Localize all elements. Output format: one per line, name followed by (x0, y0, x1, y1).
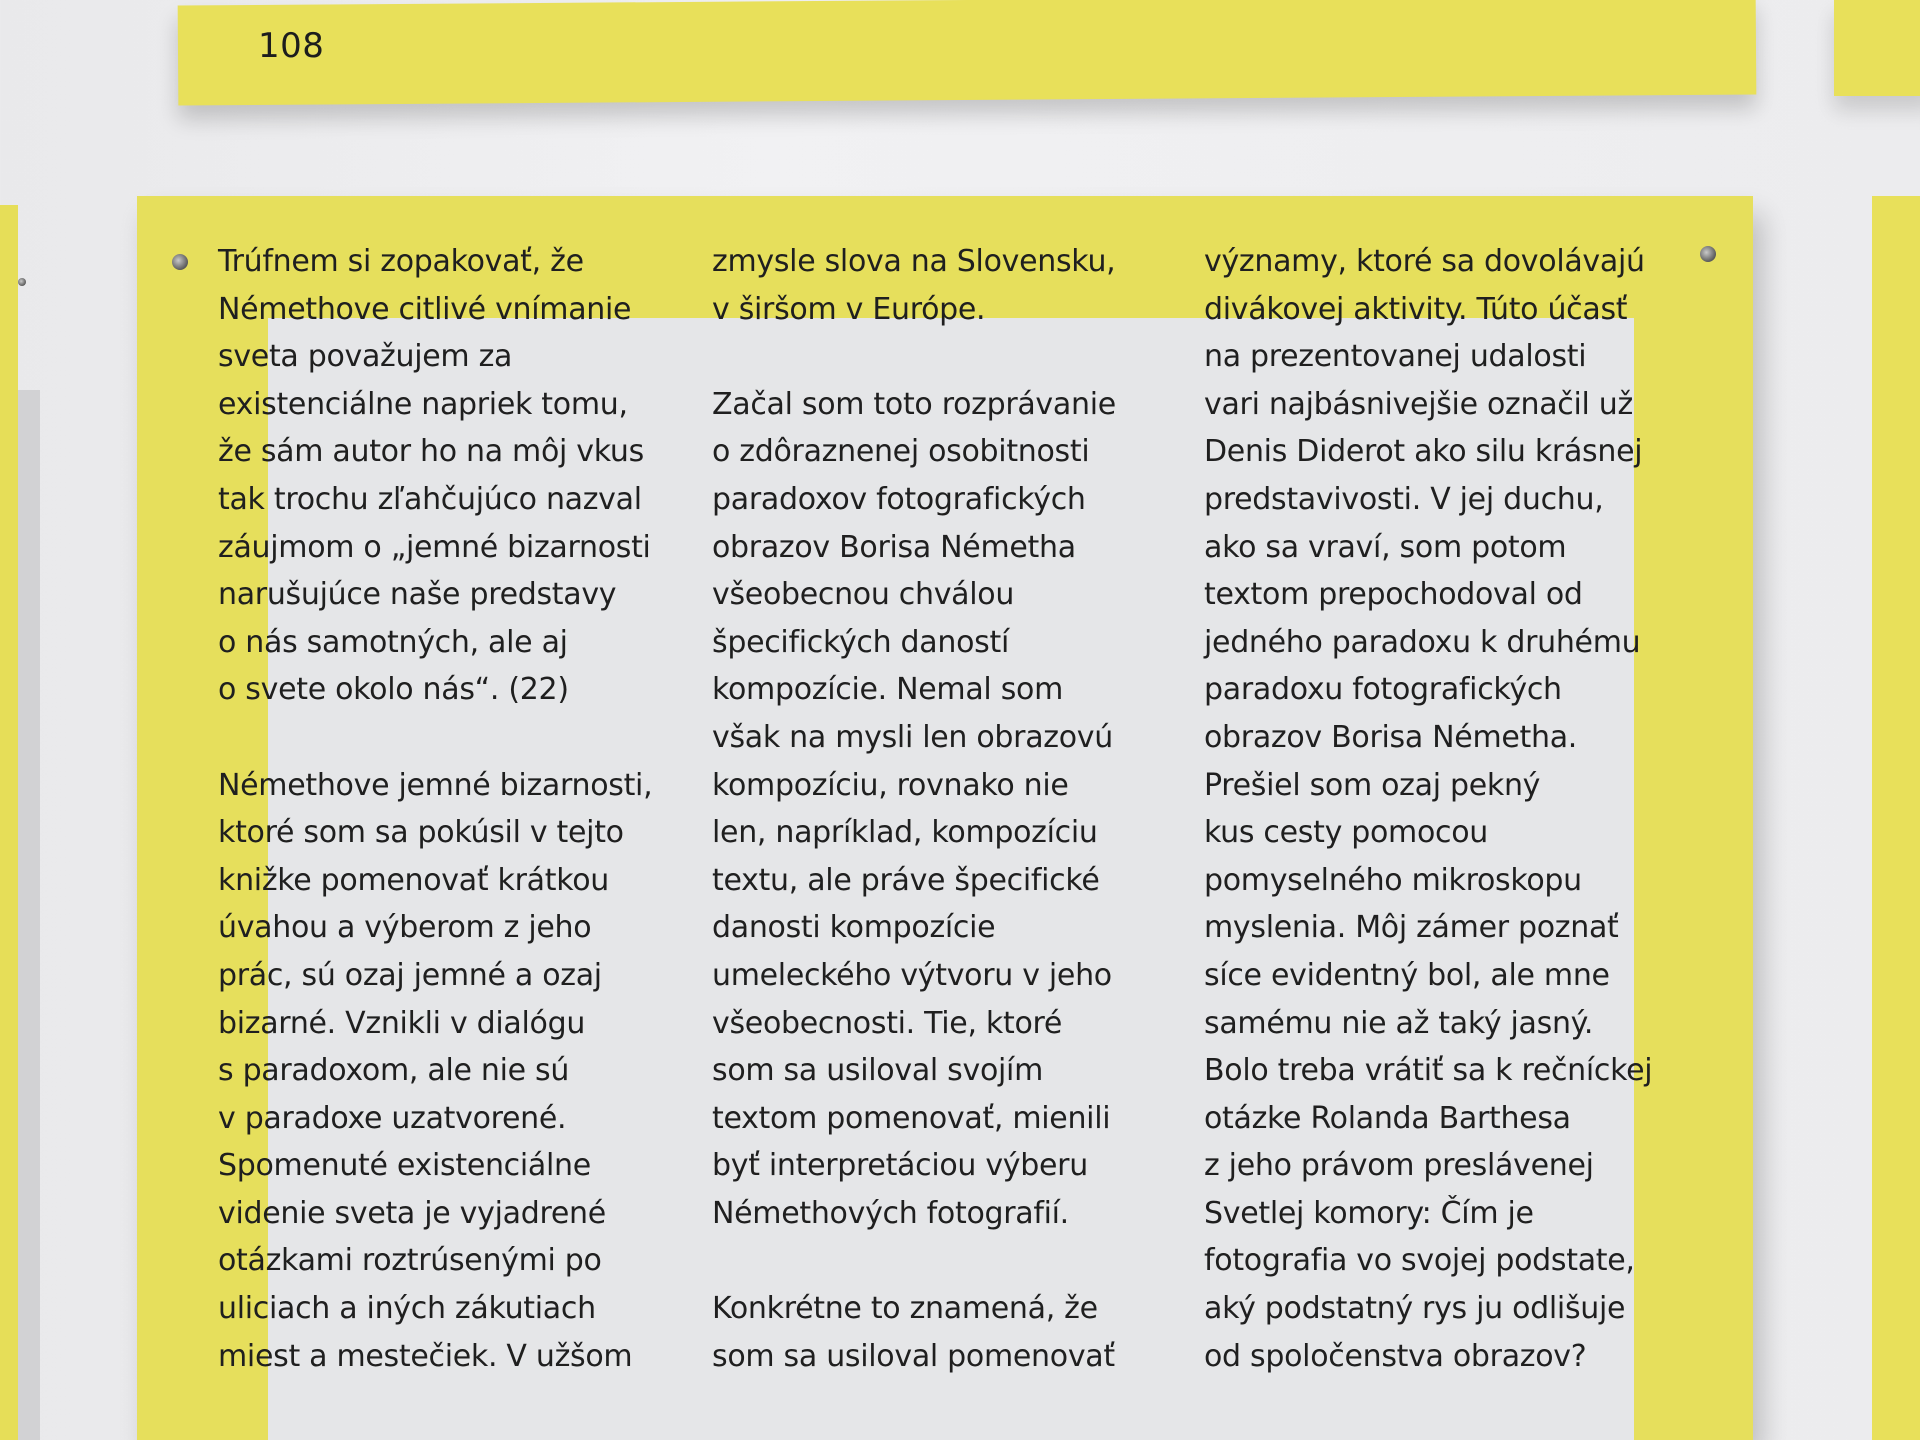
text-line: bizarné. Vznikli v dialógu (218, 1005, 586, 1041)
text-line: len, napríklad, kompozíciu (712, 815, 1098, 851)
text-line: síce evidentný bol, ale mne (1204, 957, 1610, 993)
text-line: s paradoxom, ale nie sú (218, 1053, 570, 1089)
paragraph-gap (712, 1237, 1212, 1285)
text-line: Konkrétne to znamená, že (712, 1291, 1098, 1327)
paragraph-gap (218, 714, 718, 762)
adjacent-sheet-left (0, 205, 18, 1440)
text-line: úvahou a výberom z jeho (218, 910, 592, 946)
text-line: textom pomenovať, mienili (712, 1100, 1111, 1136)
text-line: o svete okolo nás“. (22) (218, 672, 569, 708)
text-line: v širšom v Európe. (712, 291, 986, 327)
text-line: predstavivosti. V jej duchu, (1204, 481, 1604, 517)
text-line: videnie sveta je vyjadrené (218, 1195, 606, 1231)
text-line: myslenia. Môj zámer poznať (1204, 910, 1619, 946)
text-line: miest a mestečiek. V užšom (218, 1338, 633, 1374)
text-column-2 (712, 238, 1212, 1380)
text-line: Svetlej komory: Čím je (1204, 1195, 1534, 1231)
text-line: Bolo treba vrátiť sa k rečníckej (1204, 1053, 1653, 1089)
text-line: ktoré som sa pokúsil v tejto (218, 815, 624, 851)
text-line: paradoxov fotografických (712, 481, 1086, 517)
text-line: fotografia vo svojej podstate, (1204, 1243, 1635, 1279)
adjacent-sheet-top-right (1834, 0, 1920, 96)
text-line: knižke pomenovať krátkou (218, 862, 609, 898)
paragraph-gap (712, 333, 1212, 381)
text-line: som sa usiloval svojím (712, 1053, 1044, 1089)
text-line: Trúfnem si zopakovať, že (218, 244, 584, 279)
text-line: všeobecnosti. Tie, ktoré (712, 1005, 1063, 1041)
text-line: otázkami roztrúsenými po (218, 1243, 602, 1279)
text-line: významy, ktoré sa dovolávajú (1204, 244, 1645, 279)
text-line: divákovej aktivity. Túto účasť (1204, 291, 1628, 327)
text-line: vari najbásnivejšie označil už (1204, 386, 1633, 422)
text-line: že sám autor ho na môj vkus (218, 434, 644, 470)
pin-far-left (18, 278, 26, 286)
text-column-3 (1204, 238, 1704, 1380)
text-column-1 (218, 238, 718, 1380)
pin-left (172, 254, 188, 270)
text-line: byť interpretáciou výberu (712, 1148, 1088, 1184)
text-line: paradoxu fotografických (1204, 672, 1562, 708)
text-line: o nás samotných, ale aj (218, 624, 568, 660)
text-line: otázke Rolanda Barthesa (1204, 1100, 1571, 1136)
text-line: však na mysli len obrazovú (712, 719, 1113, 755)
text-line: tak trochu zľahčujúco nazval (218, 481, 642, 517)
page-number: 108 (258, 26, 325, 66)
text-line: obrazov Borisa Németha. (1204, 719, 1578, 755)
text-line: Spomenuté existenciálne (218, 1148, 591, 1184)
adjacent-sheet-right (1872, 196, 1920, 1440)
text-line: Némethove jemné bizarnosti, (218, 767, 653, 803)
text-line: danosti kompozície (712, 910, 996, 946)
text-line: Némethove citlivé vnímanie (218, 291, 632, 327)
text-line: všeobecnou chválou (712, 577, 1015, 613)
text-line: pomyselného mikroskopu (1204, 862, 1582, 898)
text-line: Začal som toto rozprávanie (712, 386, 1116, 422)
text-line: Prešiel som ozaj pekný (1204, 767, 1541, 803)
text-line: Némethových fotografií. (712, 1195, 1069, 1231)
text-line: o zdôraznenej osobitnosti (712, 434, 1090, 470)
text-line: jedného paradoxu k druhému (1204, 624, 1641, 660)
text-line: som sa usiloval pomenovať (712, 1338, 1115, 1374)
text-line: kompozície. Nemal som (712, 672, 1064, 708)
text-line: textu, ale práve špecifické (712, 862, 1100, 898)
text-line: obrazov Borisa Németha (712, 529, 1076, 565)
text-line: aký podstatný rys ju odlišuje (1204, 1291, 1626, 1327)
text-line: narušujúce naše predstavy (218, 577, 617, 613)
text-line: špecifických daností (712, 624, 1009, 660)
text-line: uliciach a iných zákutiach (218, 1291, 596, 1327)
text-line: sveta považujem za (218, 339, 513, 375)
text-line: prác, sú ozaj jemné a ozaj (218, 957, 602, 993)
text-line: existenciálne napriek tomu, (218, 386, 628, 422)
text-line: v paradoxe uzatvorené. (218, 1100, 567, 1136)
text-line: kompozíciu, rovnako nie (712, 767, 1069, 803)
top-yellow-sheet (178, 0, 1757, 106)
text-line: na prezentovanej udalosti (1204, 339, 1587, 375)
text-line: Denis Diderot ako silu krásnej (1204, 434, 1643, 470)
text-line: od spoločenstva obrazov? (1204, 1338, 1587, 1374)
text-line: kus cesty pomocou (1204, 815, 1489, 851)
text-line: textom prepochodoval od (1204, 577, 1583, 613)
text-line: samému nie až taký jasný. (1204, 1005, 1594, 1041)
text-line: z jeho právom preslávenej (1204, 1148, 1594, 1184)
text-line: zmysle slova na Slovensku, (712, 244, 1116, 279)
text-line: záujmom o „jemné bizarnosti (218, 529, 651, 565)
text-line: umeleckého výtvoru v jeho (712, 957, 1112, 993)
text-line: ako sa vraví, som potom (1204, 529, 1567, 565)
wall-shadow-left (18, 390, 40, 1440)
